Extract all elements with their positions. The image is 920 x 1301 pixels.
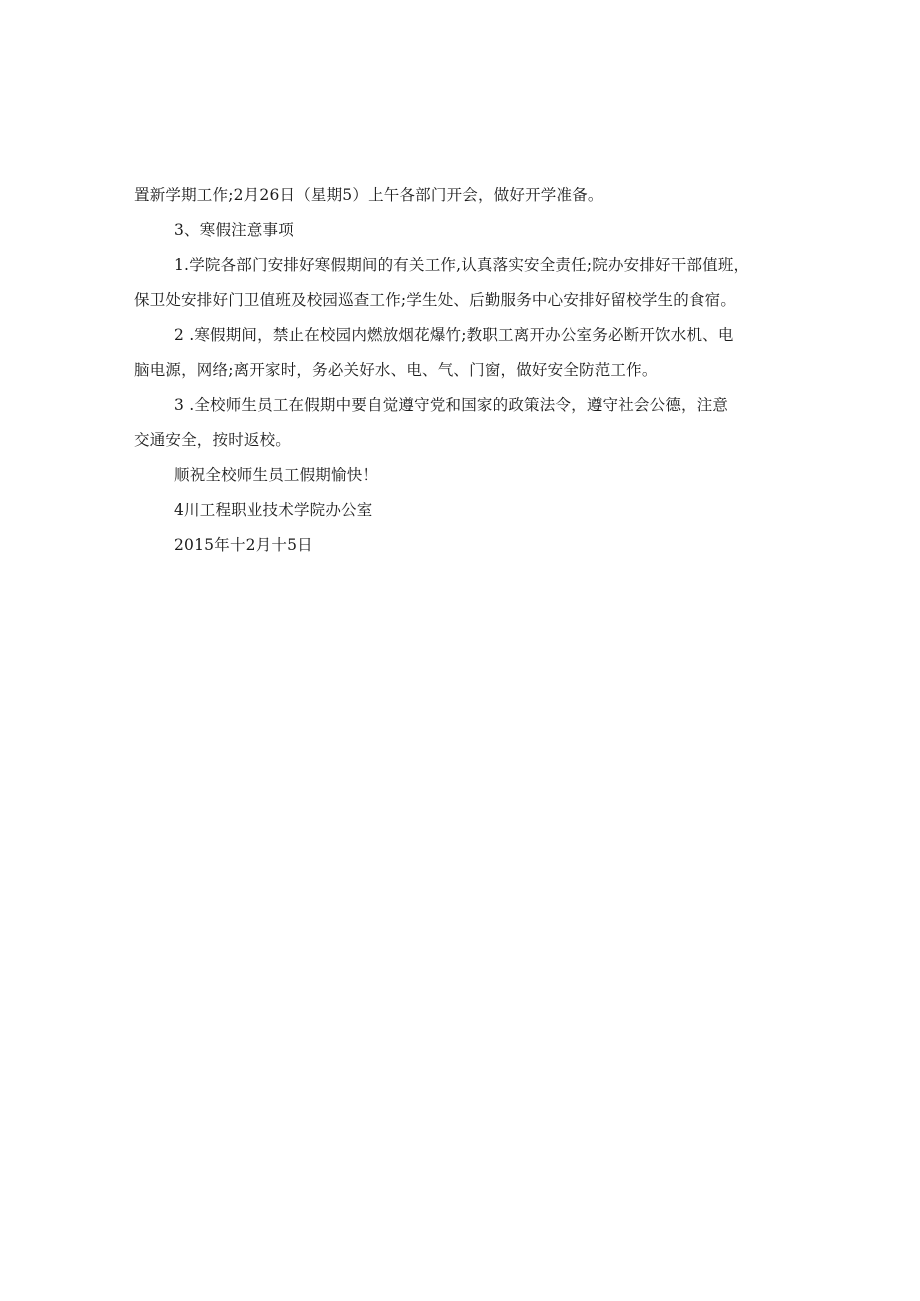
paragraph-line: 2 .寒假期间，禁止在校园内燃放烟花爆竹;教职工离开办公室务必断开饮水机、电 [174, 326, 734, 344]
paragraph-line: 置新学期工作;2月26日（星期5）上午各部门开会，做好开学准备。 [134, 186, 604, 204]
paragraph-line: 脑电源，网络;离开家时，务必关好水、电、气、门窗，做好安全防范工作。 [134, 361, 658, 379]
document-body [134, 178, 792, 563]
closing-greeting: 顺祝全校师生员工假期愉快！ [174, 466, 379, 484]
signature-office: 4川工程职业技术学院办公室 [174, 501, 373, 519]
section-heading: 3、寒假注意事项 [174, 221, 294, 239]
paragraph-line: 保卫处安排好门卫值班及校园巡查工作;学生处、后勤服务中心安排好留校学生的食宿。 [134, 291, 737, 309]
paragraph-line: 交通安全，按时返校。 [134, 431, 292, 449]
paragraph-line: 1.学院各部门安排好寒假期间的有关工作,认真落实安全责任;院办安排好干部值班， [174, 256, 750, 274]
paragraph-line: 3 .全校师生员工在假期中要自觉遵守党和国家的政策法令，遵守社会公德，注意 [174, 396, 729, 414]
signature-date: 2015年十2月十5日 [174, 536, 313, 554]
